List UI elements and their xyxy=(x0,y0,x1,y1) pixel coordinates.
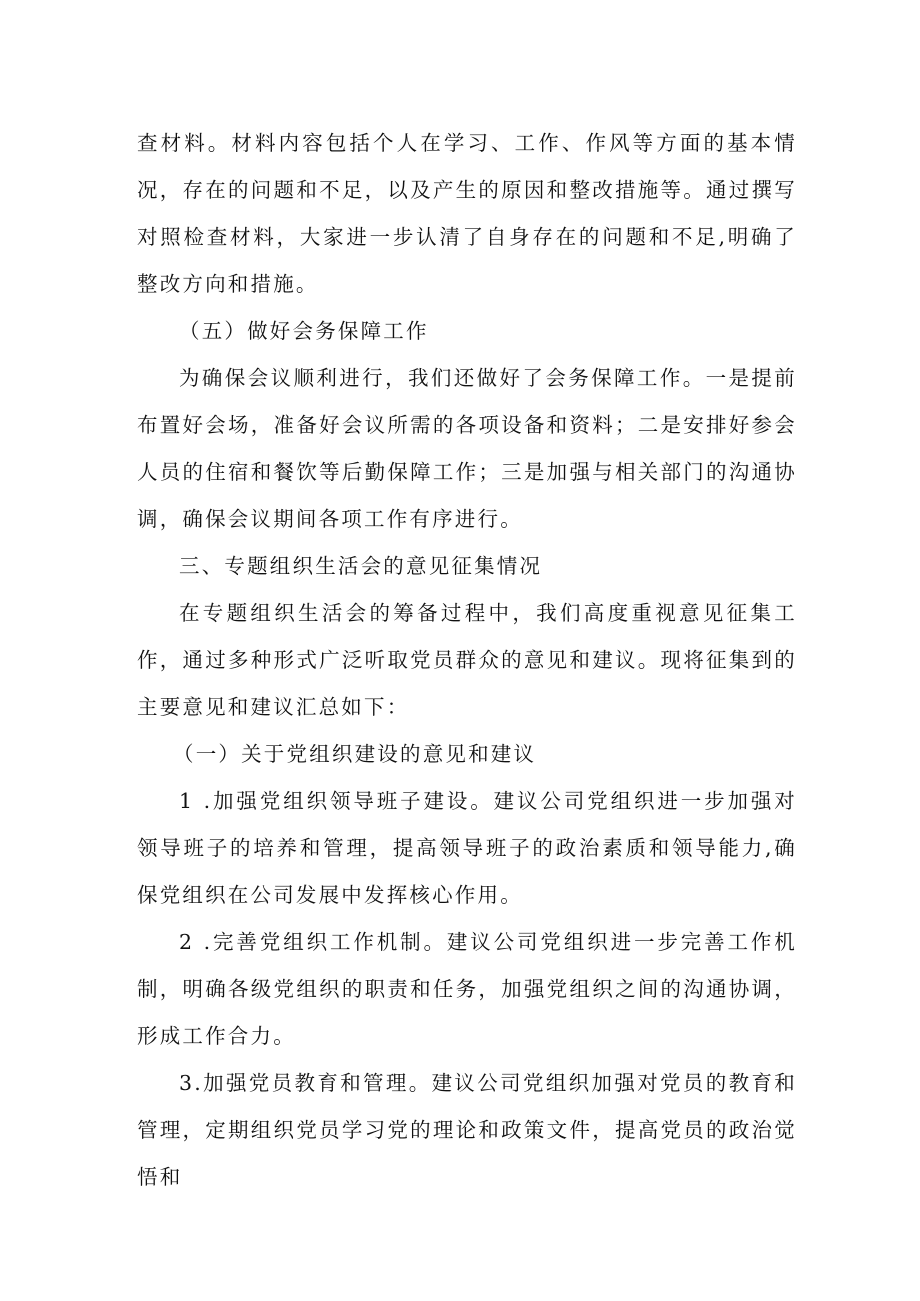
section-heading-five: （五）做好会务保障工作 xyxy=(179,319,429,343)
subsection-heading-one: （一）关于党组织建设的意见和建议 xyxy=(173,742,537,766)
section-heading-three: 三、专题组织生活会的意见征集情况 xyxy=(179,554,543,578)
list-item-1: 1 .加强党组织领导班子建设。建议公司党组织进一步加强对领导班子的培养和管理，提高领导班子的政治素质和领导能力,确保党组织在公司发展中发挥核心作用。 xyxy=(137,789,797,907)
paragraph-continuation: 查材料。材料内容包括个人在学习、工作、作风等方面的基本情况，存在的问题和不足，以及产生的原因和整改措施等。通过撰写对照检查材料，大家进一步认清了自身存在的问题和不足,明确了整改方向和措施。 xyxy=(137,131,797,296)
paragraph-opinion-collection: 在专题组织生活会的筹备过程中，我们高度重视意见征集工作，通过多种形式广泛听取党员群众的意见和建议。现将征集到的主要意见和建议汇总如下： xyxy=(137,601,797,719)
document-body xyxy=(137,120,797,1201)
list-item-2: 2 .完善党组织工作机制。建议公司党组织进一步完善工作机制，明确各级党组织的职责和任务，加强党组织之间的沟通协调，形成工作合力。 xyxy=(137,930,797,1048)
list-item-3: 3.加强党员教育和管理。建议公司党组织加强对党员的教育和管理，定期组织党员学习党的理论和政策文件，提高党员的政治觉悟和 xyxy=(137,1071,797,1189)
paragraph-logistics: 为确保会议顺利进行，我们还做好了会务保障工作。一是提前布置好会场，准备好会议所需的各项设备和资料；二是安排好参会人员的住宿和餐饮等后勤保障工作；三是加强与相关部门的沟通协调，确保会议期间各项工作有序进行。 xyxy=(137,366,797,531)
